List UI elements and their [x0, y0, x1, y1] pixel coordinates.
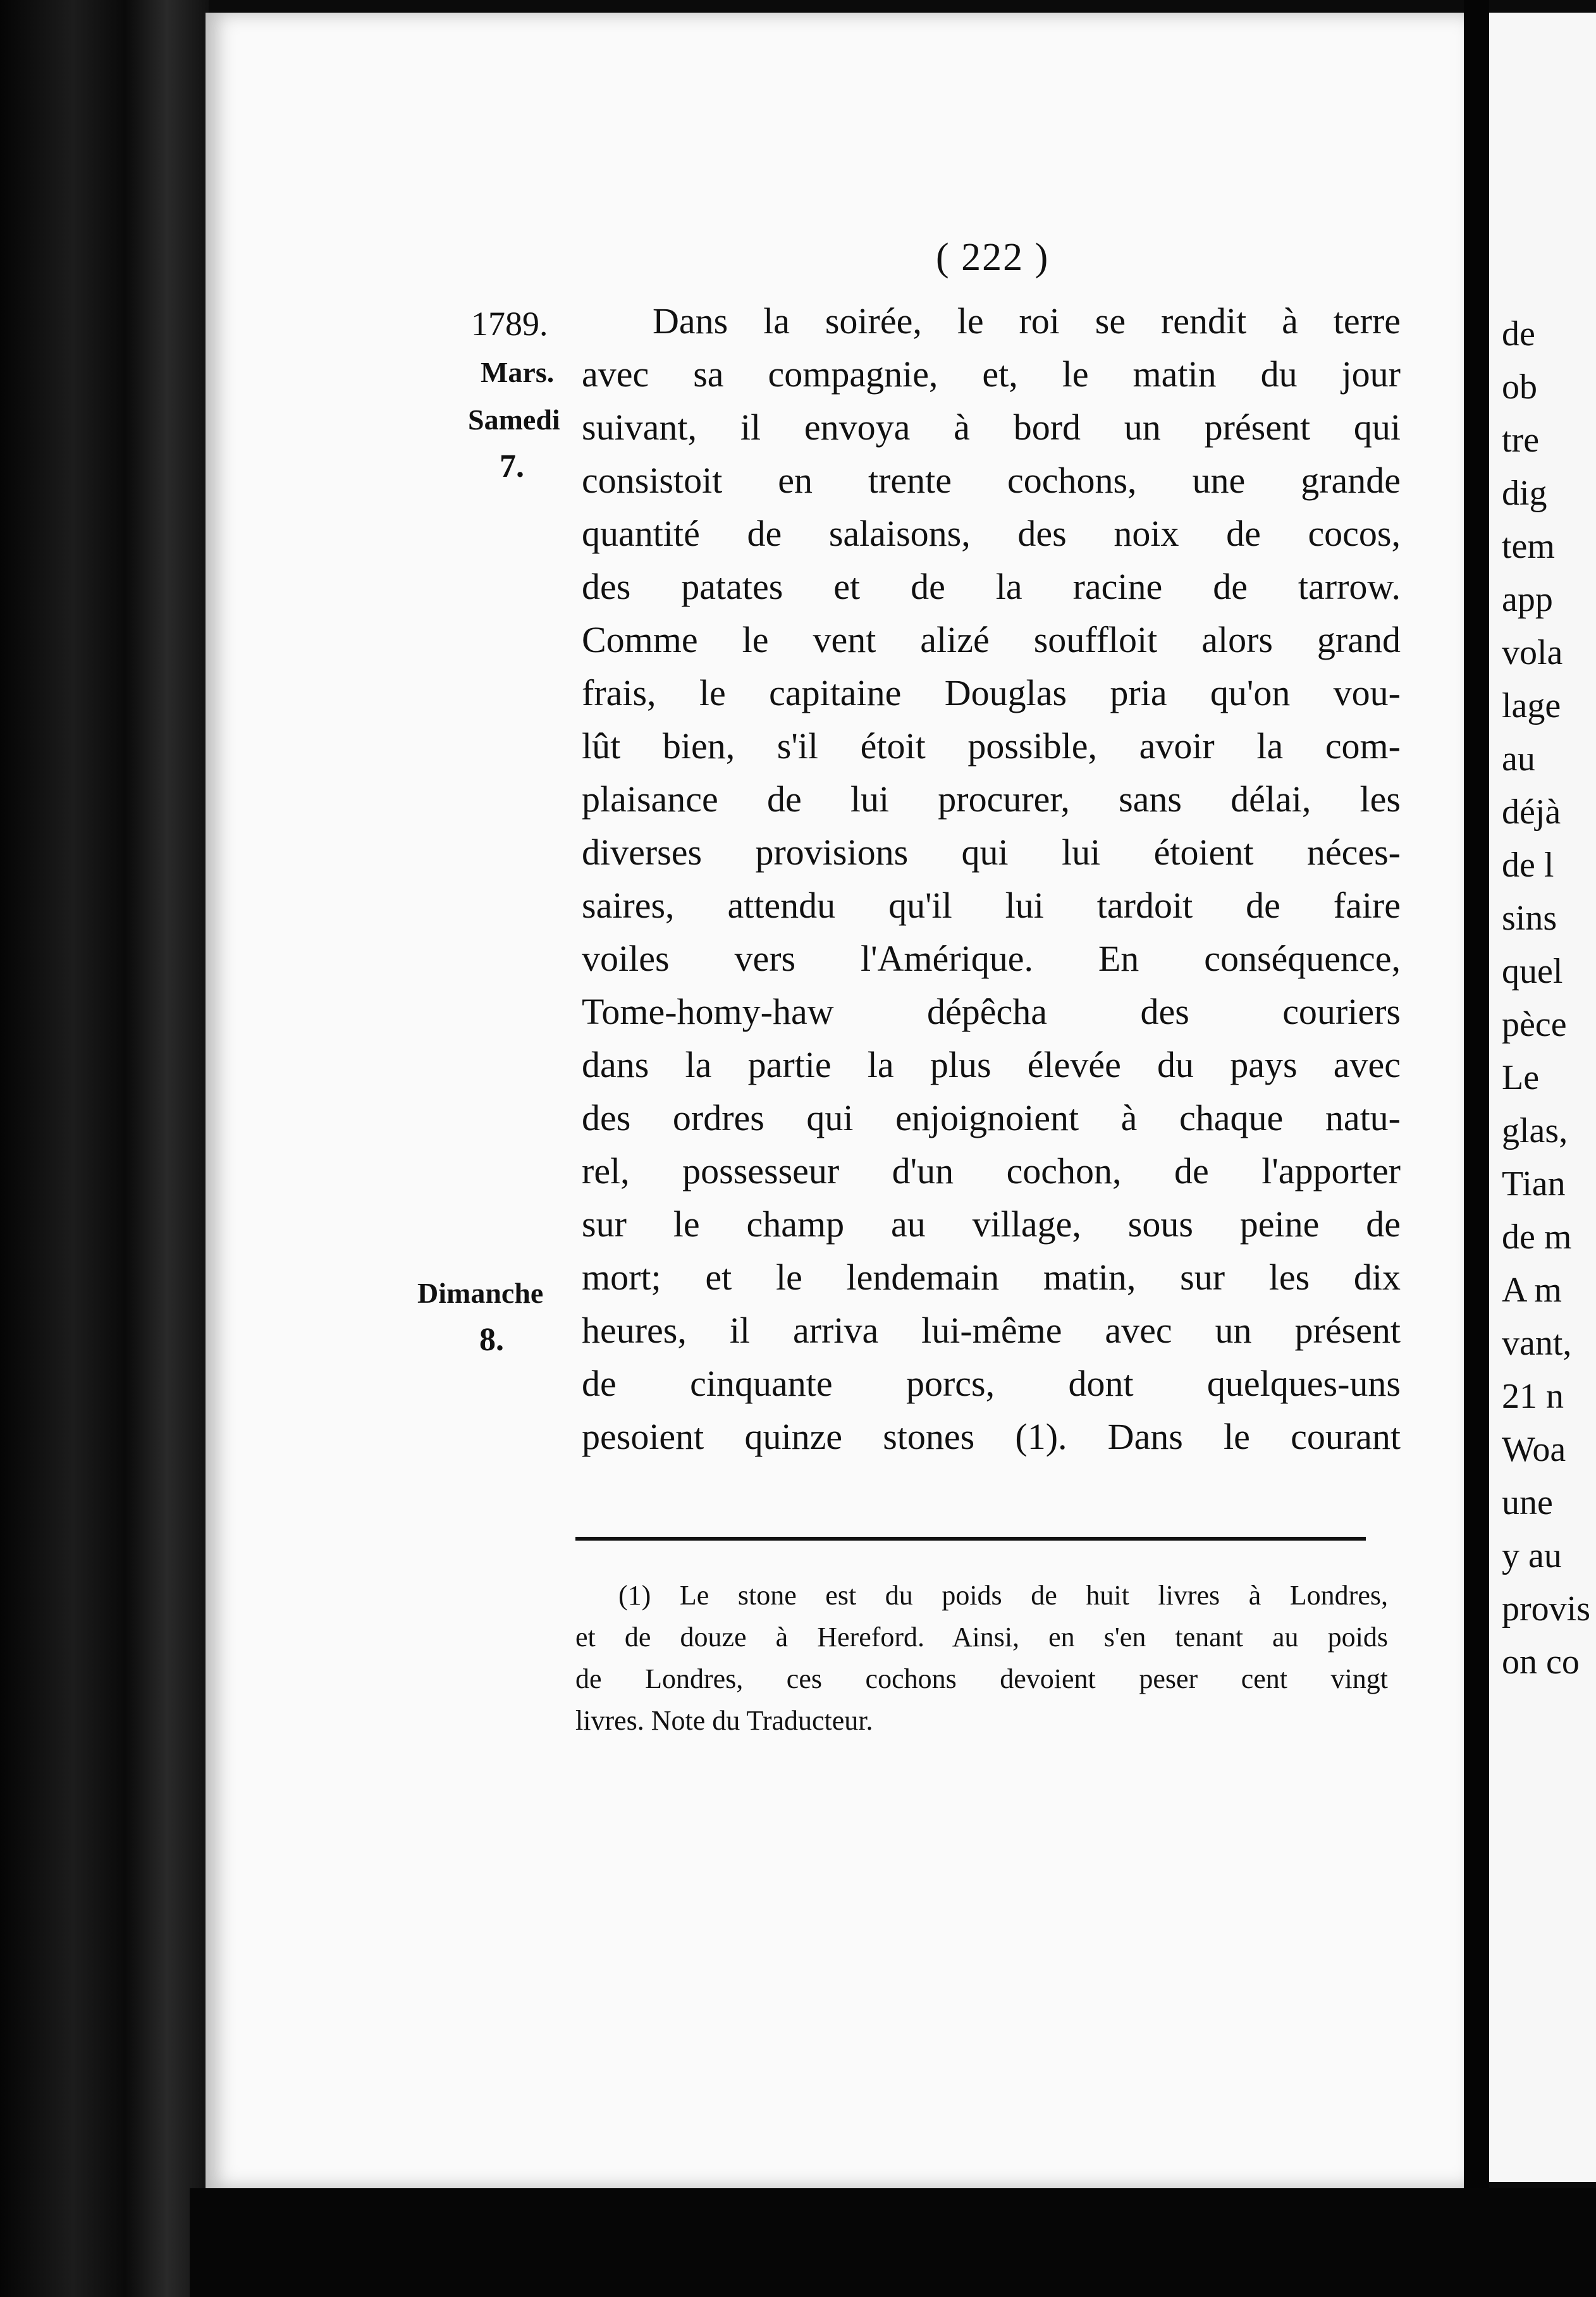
text-line: plaisance de lui procurer, sans délai, les	[582, 779, 1401, 820]
facing-line: pèce	[1502, 1005, 1567, 1044]
facing-line: Le	[1502, 1058, 1540, 1097]
facing-line: y au	[1502, 1536, 1562, 1575]
text-line: des patates et de la racine de tarrow.	[582, 566, 1401, 607]
footnote-line: de Londres, ces cochons devoient peser cent vingt	[575, 1663, 1388, 1694]
margin-note-day: Samedi	[468, 403, 560, 436]
text-line: Dans la soirée, le roi se rendit à terre	[653, 300, 1401, 342]
facing-line: tre	[1502, 421, 1540, 460]
text-line: Tome-homy-haw dépêcha des couriers	[582, 991, 1401, 1032]
text-line: saires, attendu qu'il lui tardoit de faire	[582, 885, 1401, 926]
facing-line: 21 n	[1502, 1377, 1564, 1416]
text-line: dans la partie la plus élevée du pays avec	[582, 1044, 1401, 1085]
text-line: mort; et le lendemain matin, sur les dix	[582, 1257, 1401, 1298]
text-line: rel, possesseur d'un cochon, de l'apporter	[582, 1150, 1401, 1192]
text-line: frais, le capitaine Douglas pria qu'on vou-	[582, 672, 1401, 713]
text-line: quantité de salaisons, des noix de cocos,	[582, 513, 1401, 554]
facing-line: déjà	[1502, 792, 1561, 832]
facing-line: quel	[1502, 952, 1563, 991]
text-line: voiles vers l'Amérique. En conséquence,	[582, 938, 1401, 979]
facing-line: de	[1502, 314, 1535, 354]
facing-page	[1489, 13, 1596, 2182]
margin-note-month: Mars.	[481, 356, 555, 388]
facing-line: vola	[1502, 633, 1563, 672]
page-gutter	[1464, 0, 1489, 2297]
text-line: des ordres qui enjoignoient à chaque natu-	[582, 1097, 1401, 1138]
footnote-line: (1) Le stone est du poids de huit livres à Londres,	[618, 1580, 1388, 1611]
footnote	[575, 1575, 1388, 1742]
margin-note-day-number: 8.	[479, 1322, 504, 1358]
text-line: diverses provisions qui lui étoient néces-	[582, 832, 1401, 873]
body-text	[582, 295, 1401, 1463]
facing-line: tem	[1502, 527, 1555, 566]
facing-line: de m	[1502, 1217, 1572, 1257]
text-line: heures, il arriva lui-même avec un présent	[582, 1310, 1401, 1351]
text-line: sur le champ au village, sous peine de	[582, 1204, 1401, 1245]
facing-line: de l	[1502, 846, 1554, 885]
facing-line: une	[1502, 1483, 1553, 1522]
footnote-line: livres. Note du Traducteur.	[575, 1705, 873, 1736]
facing-line: ob	[1502, 367, 1537, 407]
text-line: lût bien, s'il étoit possible, avoir la com-	[582, 725, 1401, 767]
margin-note-day-number: 7.	[500, 448, 524, 484]
facing-line: on co	[1502, 1642, 1580, 1682]
text-line: de cinquante porcs, dont quelques-uns	[582, 1363, 1401, 1404]
facing-line: lage	[1502, 686, 1561, 725]
facing-line: provis	[1502, 1589, 1590, 1629]
footnote-rule	[575, 1537, 1366, 1541]
footnote-line: et de douze à Hereford. Ainsi, en s'en tenant au poids	[575, 1622, 1388, 1653]
text-line: pesoient quinze stones (1). Dans le courant	[582, 1416, 1401, 1457]
book-binding	[0, 0, 209, 2297]
margin-note-year: 1789.	[471, 305, 548, 343]
facing-line: app	[1502, 580, 1553, 619]
facing-line: Tian	[1502, 1164, 1566, 1204]
facing-line: A m	[1502, 1271, 1562, 1310]
facing-line: au	[1502, 739, 1535, 779]
facing-line: Woa	[1502, 1430, 1566, 1469]
facing-line: sins	[1502, 899, 1557, 938]
scan-border	[190, 2188, 1596, 2297]
text-line: Comme le vent alizé souffloit alors grand	[582, 619, 1401, 660]
text-line: consistoit en trente cochons, une grande	[582, 460, 1401, 501]
facing-line: vant,	[1502, 1324, 1572, 1363]
facing-line: glas,	[1502, 1111, 1568, 1150]
facing-line: dig	[1502, 474, 1547, 513]
page-number: ( 222 )	[936, 236, 1050, 279]
text-line: suivant, il envoya à bord un présent qui	[582, 407, 1401, 448]
text-line: avec sa compagnie, et, le matin du jour	[582, 354, 1401, 395]
facing-page-text	[1502, 307, 1596, 1689]
margin-note-day: Dimanche	[417, 1277, 544, 1309]
